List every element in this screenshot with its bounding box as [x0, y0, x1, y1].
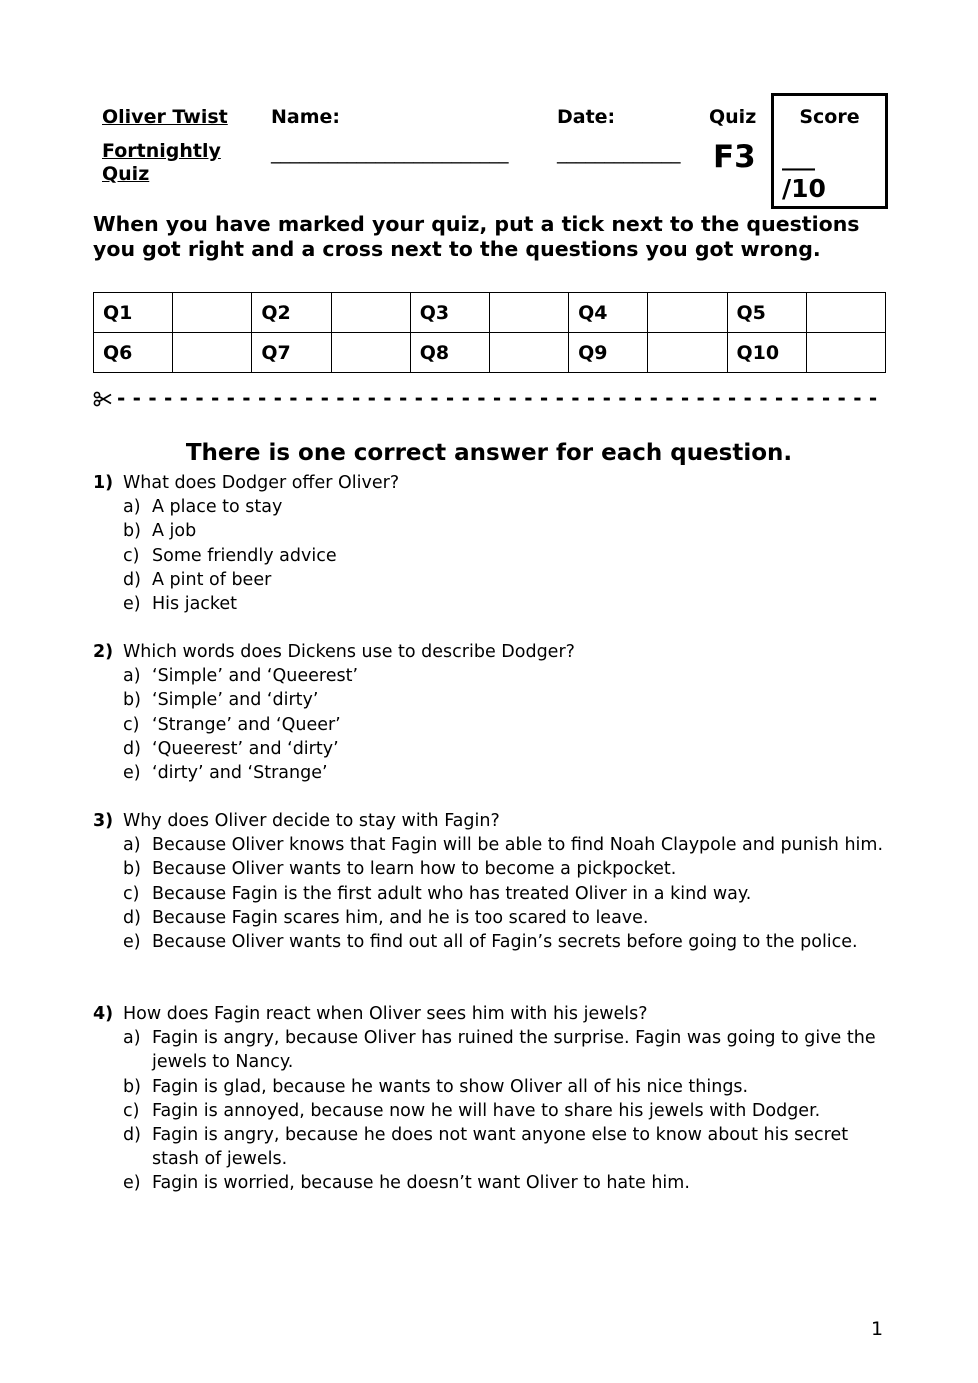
option-letter: a) — [123, 835, 141, 856]
date-line[interactable]: _____________ — [557, 142, 681, 164]
option-text: His jacket — [152, 594, 238, 615]
question-number: 2) — [93, 642, 114, 662]
option-letter: e) — [123, 932, 141, 953]
marks-table — [93, 292, 886, 373]
question-label-cell: Q4 — [569, 293, 648, 333]
option-text: ‘Queerest’ and ‘dirty’ — [152, 738, 339, 759]
option-text: A place to stay — [152, 497, 283, 518]
score-blank[interactable]: ___ — [782, 146, 815, 171]
option-text: Fagin is annoyed, because now he will have to share his jewels with Dodger. — [152, 1100, 821, 1121]
option-letter: e) — [123, 594, 141, 615]
question-text: What does Dodger offer Oliver? — [123, 473, 400, 493]
option-text: Because Oliver wants to learn how to become a pickpocket. — [152, 859, 677, 880]
option[interactable] — [123, 882, 893, 906]
question-label-cell: Q2 — [252, 293, 331, 333]
question-text: Why does Oliver decide to stay with Fagin? — [123, 811, 500, 831]
option-letter: c) — [123, 545, 140, 566]
question-label-cell: Q3 — [410, 293, 489, 333]
option-letter: b) — [123, 690, 141, 711]
score-total: /10 — [782, 174, 826, 203]
option-letter: b) — [123, 521, 141, 542]
option-text: Fagin is worried, because he doesn’t want Oliver to hate him. — [152, 1173, 690, 1194]
option[interactable] — [123, 930, 893, 954]
question-1 — [93, 471, 893, 616]
question-text: How does Fagin react when Oliver sees him with his jewels? — [123, 1004, 648, 1024]
tick-cell[interactable] — [331, 293, 410, 333]
option-text: Because Oliver wants to find out all of Fagin’s secrets before going to the police. — [152, 932, 858, 953]
option-letter: c) — [123, 1100, 140, 1121]
option[interactable] — [123, 688, 893, 712]
tick-cell[interactable] — [648, 333, 727, 373]
tick-cell[interactable] — [173, 333, 252, 373]
question-label-cell: Q10 — [727, 333, 806, 373]
option-letter: a) — [123, 497, 141, 518]
tick-cell[interactable] — [173, 293, 252, 333]
question-2 — [93, 640, 893, 785]
question-label-cell: Q6 — [94, 333, 173, 373]
question-text: Which words does Dickens use to describe Dodger? — [123, 642, 575, 662]
option-text: ‘Strange’ and ‘Queer’ — [152, 714, 341, 735]
date-label: Date: — [557, 106, 616, 128]
option-text: Because Oliver knows that Fagin will be able to find Noah Claypole and punish him. — [152, 835, 884, 856]
option-letter: e) — [123, 1173, 141, 1194]
page-number: 1 — [871, 1318, 884, 1340]
question-label-cell: Q1 — [94, 293, 173, 333]
scissors-icon — [93, 388, 113, 412]
tick-cell[interactable] — [806, 293, 885, 333]
question-3 — [93, 809, 893, 954]
option-letter: a) — [123, 1028, 141, 1049]
option[interactable] — [123, 664, 893, 688]
marking-instruction: When you have marked your quiz, put a tick next to the questions you got right and a cross next to the questions you got wrong. — [93, 212, 860, 261]
option[interactable] — [123, 592, 893, 616]
option[interactable] — [123, 544, 893, 568]
score-box — [771, 93, 888, 209]
table-row — [94, 333, 886, 373]
option-letter: b) — [123, 859, 141, 880]
quiz-title: Oliver Twist — [102, 106, 228, 128]
question-4 — [93, 1002, 893, 1196]
name-line[interactable]: _________________________ — [271, 142, 509, 164]
score-label: Score — [799, 106, 860, 128]
question-label-cell: Q8 — [410, 333, 489, 373]
tick-cell[interactable] — [489, 333, 568, 373]
option[interactable] — [123, 713, 893, 737]
option-text: Fagin is glad, because he wants to show Oliver all of his nice things. — [152, 1076, 749, 1097]
option-text: A pint of beer — [152, 569, 272, 590]
option-text: ‘dirty’ and ‘Strange’ — [152, 763, 328, 784]
option[interactable] — [123, 1123, 893, 1171]
option-text: Fagin is angry, because Oliver has ruined the surprise. Fagin was going to give the jewels to Nancy. — [152, 1028, 876, 1073]
tick-cell[interactable] — [806, 333, 885, 373]
option[interactable] — [123, 519, 893, 543]
option[interactable] — [123, 906, 893, 930]
quiz-label: Quiz — [709, 106, 757, 128]
tick-cell[interactable] — [489, 293, 568, 333]
option[interactable] — [123, 761, 893, 785]
option[interactable] — [123, 1099, 893, 1123]
option[interactable] — [123, 737, 893, 761]
question-number: 1) — [93, 473, 114, 493]
option-letter: e) — [123, 763, 141, 784]
question-number: 4) — [93, 1004, 114, 1024]
option-text: Fagin is angry, because he does not want anyone else to know about his secret stash of jewels. — [152, 1125, 849, 1170]
question-label-cell: Q5 — [727, 293, 806, 333]
option[interactable] — [123, 1026, 893, 1074]
question-label-cell: Q9 — [569, 333, 648, 373]
option-letter: c) — [123, 714, 140, 735]
option[interactable] — [123, 1171, 893, 1195]
option-letter: c) — [123, 883, 140, 904]
question-number: 3) — [93, 811, 114, 831]
option-text: ‘Simple’ and ‘Queerest’ — [152, 666, 359, 687]
option-text: ‘Simple’ and ‘dirty’ — [152, 690, 319, 711]
option-letter: d) — [123, 569, 141, 590]
option-text: A job — [152, 521, 197, 542]
option[interactable] — [123, 1075, 893, 1099]
option[interactable] — [123, 568, 893, 592]
option[interactable] — [123, 495, 893, 519]
cut-line — [93, 386, 893, 412]
tick-cell[interactable] — [648, 293, 727, 333]
option-letter: d) — [123, 1125, 141, 1146]
option-letter: d) — [123, 907, 141, 928]
option-text: Because Fagin scares him, and he is too scared to leave. — [152, 907, 649, 928]
quiz-subtitle: Fortnightly Quiz — [102, 140, 221, 185]
option-text: Because Fagin is the first adult who has treated Oliver in a kind way. — [152, 883, 752, 904]
option-text: Some friendly advice — [152, 545, 337, 566]
name-label: Name: — [271, 106, 341, 128]
option-letter: d) — [123, 738, 141, 759]
option[interactable] — [123, 833, 893, 857]
quiz-code: F3 — [713, 139, 756, 175]
option[interactable] — [123, 857, 893, 881]
option-letter: a) — [123, 666, 141, 687]
cut-dashes: - - - - - - - - - - - - - - - - - - - - - - - - - - - - - - - - - - - - - - - - - - - - - - - - - — [117, 386, 878, 410]
question-label-cell: Q7 — [252, 333, 331, 373]
table-row — [94, 293, 886, 333]
option-letter: b) — [123, 1076, 141, 1097]
tick-cell[interactable] — [331, 333, 410, 373]
section-heading: There is one correct answer for each question. — [185, 440, 793, 466]
